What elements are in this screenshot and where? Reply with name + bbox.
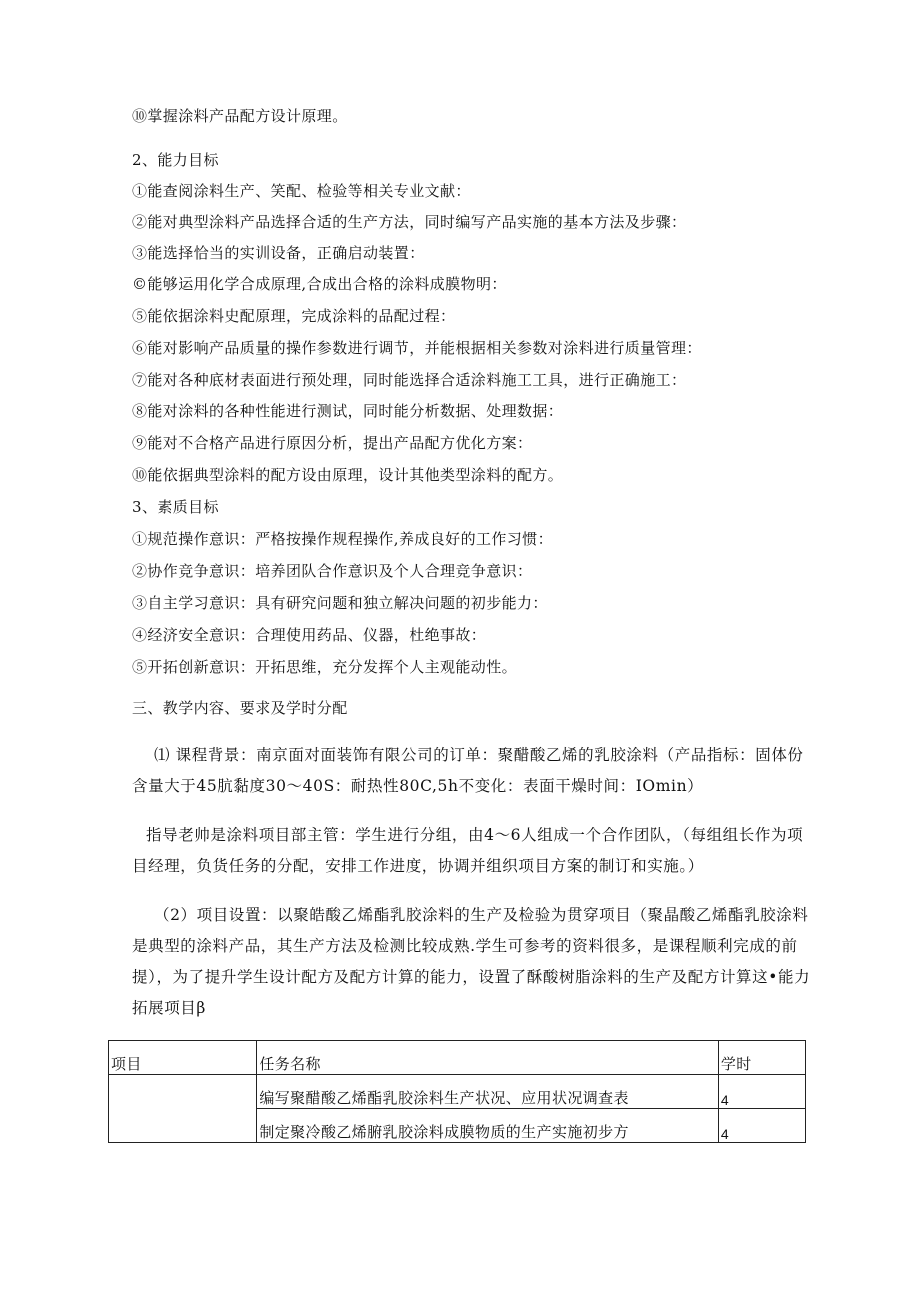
cell-hours: 4 [718, 1075, 805, 1109]
text-line: ⑩掌握涂料产品配方设计原理。 [132, 107, 348, 125]
header-hours: 学时 [718, 1041, 805, 1075]
text-line: ④经济安全意识：合理使用药品、仪器，杜绝事故： [132, 626, 487, 644]
table-header-row [109, 1041, 806, 1075]
cell-hours: 4 [718, 1109, 805, 1143]
header-task-name: 任务名称 [257, 1041, 719, 1075]
cell-task: 制定聚冷酸乙烯腑乳胶涂料成膜物质的生产实施初步方 [257, 1109, 719, 1143]
text-line: ⑧能对涂料的各种性能进行测试，同时能分析数据、处理数据： [132, 402, 564, 420]
text-line: ③能选择恰当的实训设备，正确启动装置： [132, 244, 425, 262]
text-line: ©能够运用化学合成原理,合成出合格的涂料成膜物明： [132, 275, 507, 293]
text-line: ③自主学习意识：具有研究问题和独立解决问题的初步能力： [132, 594, 548, 612]
section-heading: 2、能力目标 [132, 151, 219, 169]
paragraph-course-background [132, 740, 812, 802]
paragraph-text: 指导老帅是涂料项目部主管：学生进行分组，由4〜6人组成一个合作团队，（每组组长作为项目经理，负货任务的分配，安排工作进度，协调并组织项目方案的制订和实施。） [132, 826, 804, 875]
text-line: ⑤能依据涂料史配原理，完成涂料的品配过程： [132, 307, 456, 325]
paragraph-project-setting [132, 900, 812, 1024]
table-row [109, 1075, 806, 1109]
section-heading: 3、素质目标 [132, 498, 219, 516]
text-line: ①能查阅涂料生产、笑配、检验等相关专业文献： [132, 182, 471, 200]
paragraph-instructor [132, 820, 812, 882]
text-line: ⑥能对影响产品质量的操作参数进行调节，并能根据相关参数对涂料进行质量管理： [132, 339, 702, 357]
text-line: ②能对典型涂料产品选择合适的生产方法，同时编写产品实施的基本方法及步骤： [132, 213, 687, 231]
text-line: ⑩能依据典型涂料的配方设由原理，设计其他类型涂料的配方。 [132, 466, 564, 484]
chapter-heading: 三、教学内容、要求及学时分配 [132, 699, 348, 717]
text-line: ⑦能对各种底材表面进行预处理，同时能选择合适涂料施工工具，进行正确施工： [132, 371, 687, 389]
task-table [108, 1040, 806, 1143]
text-line: ①规范操作意识：严格按操作规程操作,养成良好的工作习惯： [132, 530, 553, 548]
header-project: 项目 [109, 1041, 257, 1075]
text-line: ⑨能对不合格产品进行原因分析，提出产品配方优化方案： [132, 434, 533, 452]
cell-project [109, 1075, 257, 1143]
cell-task: 编写聚醋酸乙烯酯乳胶涂料生产状况、应用状况调查表 [257, 1075, 719, 1109]
text-line: ②协作竞争意识：培养团队合作意识及个人合理竞争意识： [132, 562, 533, 580]
text-line: ⑤开拓创新意识：开拓思维，充分发挥个人主观能动性。 [132, 658, 518, 676]
paragraph-text: （2）项目设置：以聚皓酸乙烯酯乳胶涂料的生产及检验为贯穿项目（聚晶酸乙烯酯乳胶涂料是典型的涂料产品，其生产方法及检测比较成熟.学生可参考的资料很多，是课程顺利完成的前提），为了提升学生设计配方及配方计算的能力，设置了酥酸树脂涂料的生产及配方计算这•能力拓展项目β [132, 906, 811, 1017]
paragraph-text: ⑴ 课程背景：南京面对面装饰有限公司的订单：聚醋酸乙烯的乳胶涂料（产品指标：固体份含量大于45肮黏度30〜40S：耐热性80C,5h不变化：表面干燥时间：IOmin） [132, 746, 804, 795]
